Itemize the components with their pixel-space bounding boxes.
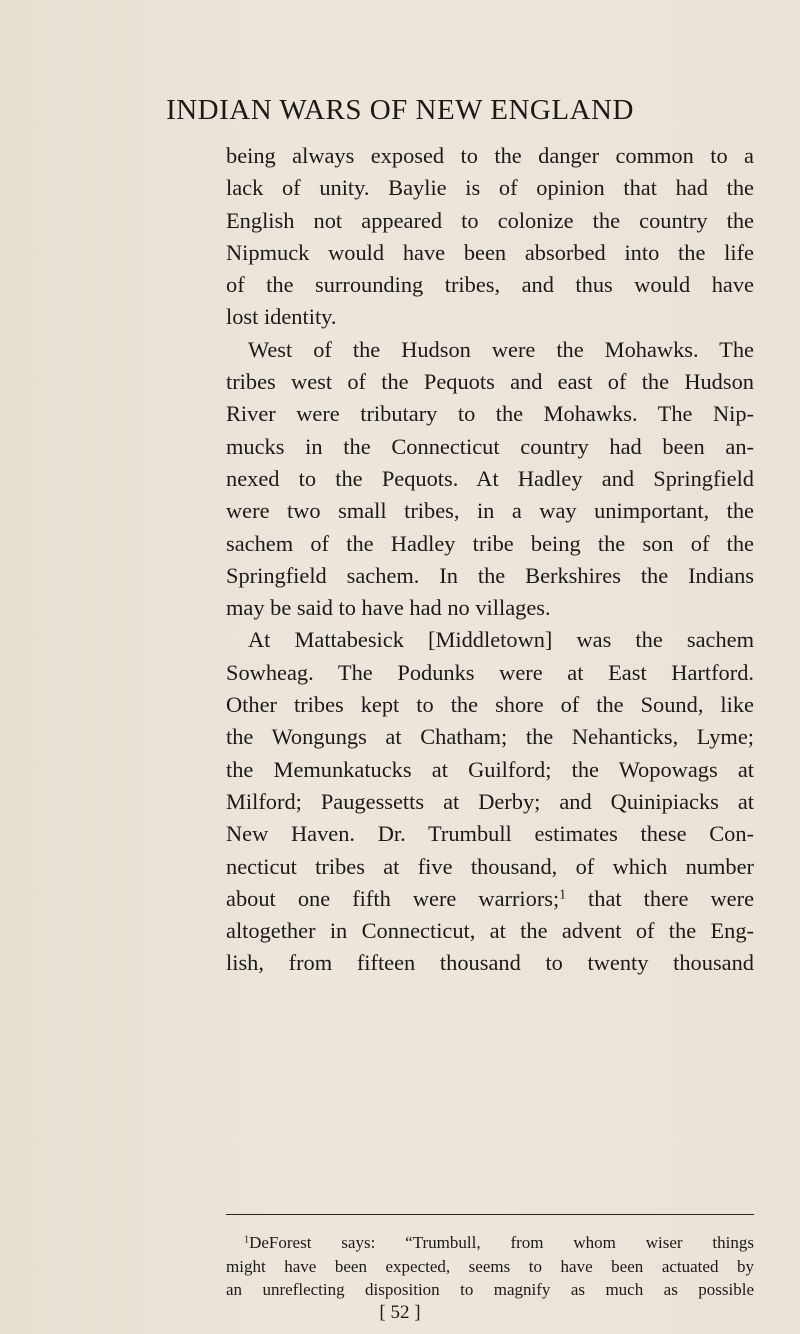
text-line: lack of unity. Baylie is of opinion that had the [226, 175, 754, 201]
text-line: sachem of the Hadley tribe being the son of the [226, 530, 754, 556]
text-line: necticut tribes at five thousand, of which number [226, 853, 754, 879]
text-line: Springfield sachem. In the Berkshires the Indians [226, 562, 754, 588]
text-segment: that there were [565, 885, 755, 911]
text-line: nexed to the Pequots. At Hadley and Springfield [226, 465, 754, 491]
footnote-marker: 1 [244, 1234, 250, 1246]
text-line: River were tributary to the Mohawks. The Nip- [226, 401, 754, 427]
text-line: lish, from fifteen thousand to twenty thousand [226, 950, 754, 976]
text-line: altogether in Connecticut, at the advent of the Eng- [226, 918, 754, 944]
text-line: were two small tribes, in a way unimportant, the [226, 498, 754, 524]
footnote-line: might have been expected, seems to have been actuated by [226, 1256, 754, 1276]
text-line: Milford; Paugessetts at Derby; and Quinipiacks at [226, 788, 754, 814]
paragraph-start-line: At Mattabesick [Middletown] was the sachem [248, 627, 754, 653]
text-line: lost identity. [226, 304, 337, 330]
footnote-line: an unreflecting disposition to magnify as much as possible [226, 1280, 754, 1300]
footnote-divider [226, 1214, 754, 1215]
text-line: English not appeared to colonize the country the [226, 207, 754, 233]
page-number: [ 52 ] [379, 1302, 421, 1323]
text-segment: DeForest says: “Trumbull, from whom wiser things [249, 1233, 754, 1252]
text-line: Other tribes kept to the shore of the Sound, like [226, 692, 754, 718]
text-line: Nipmuck would have been absorbed into the life [226, 239, 754, 265]
running-head: INDIAN WARS OF NEW ENGLAND [166, 94, 634, 126]
text-line: New Haven. Dr. Trumbull estimates these Con- [226, 821, 754, 847]
text-line: mucks in the Connecticut country had been an- [226, 433, 754, 459]
paragraph-start-line: West of the Hudson were the Mohawks. The [248, 336, 754, 362]
text-line-with-footnote-ref [226, 883, 754, 915]
text-line: Sowheag. The Podunks were at East Hartford. [226, 659, 754, 685]
text-line: may be said to have had no villages. [226, 595, 551, 621]
text-line: the Memunkatucks at Guilford; the Wopowags at [226, 756, 754, 782]
text-segment: about one fifth were warriors; [226, 885, 560, 911]
footnote-line [226, 1231, 754, 1255]
footnote [226, 1231, 754, 1302]
body-text [226, 140, 754, 980]
text-line: being always exposed to the danger common to a [226, 143, 754, 168]
text-line: the Wongungs at Chatham; the Nehanticks, Lyme; [226, 724, 754, 750]
text-line: of the surrounding tribes, and thus would have [226, 272, 754, 298]
footnote-reference: 1 [559, 886, 566, 902]
text-line: tribes west of the Pequots and east of the Hudson [226, 369, 754, 395]
